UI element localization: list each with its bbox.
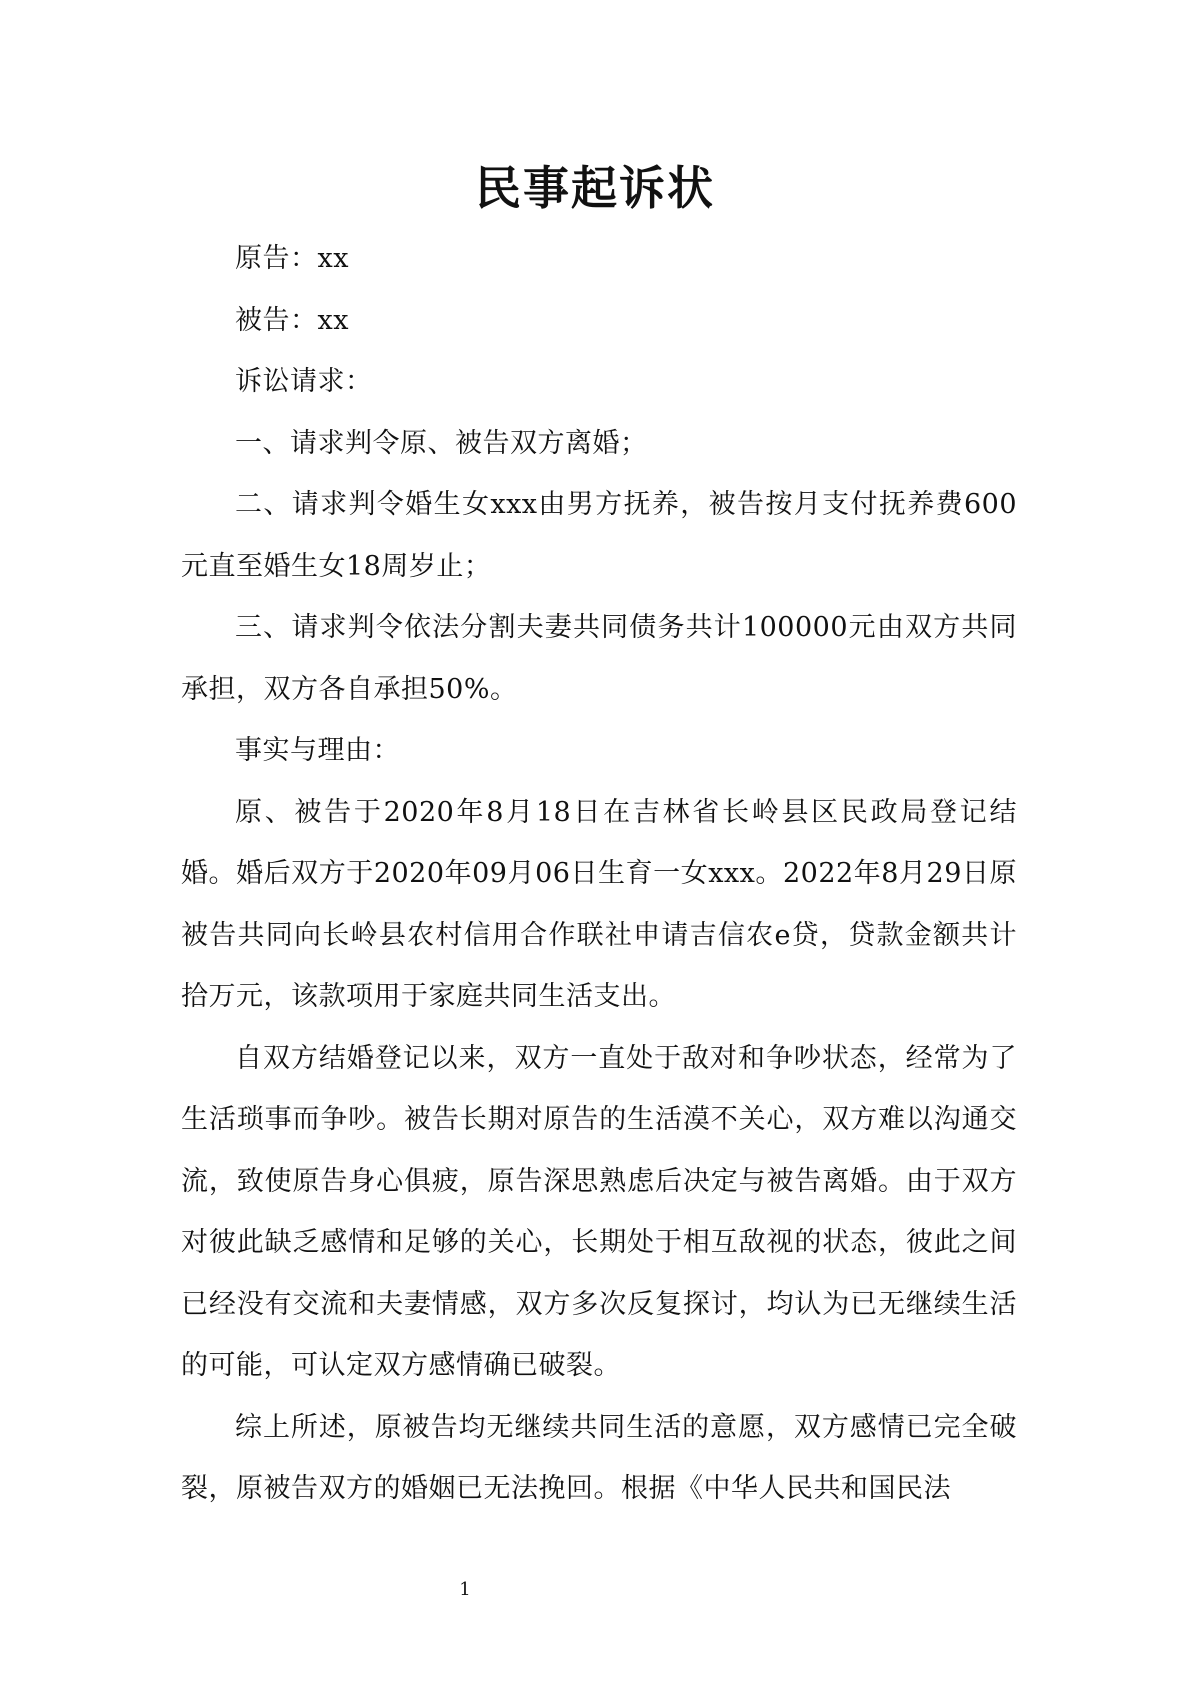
page-number: 1	[459, 1579, 471, 1600]
plaintiff-line: 原告：xx	[235, 243, 349, 274]
claims-heading: 诉讼请求：	[235, 366, 373, 397]
claim-item-3: 三、请求判令依法分割夫妻共同债务共计100000元由双方共同承担，双方各自承担50%。	[181, 612, 1017, 705]
claim-item-1: 一、请求判令原、被告双方离婚；	[235, 427, 648, 459]
facts-paragraph-1: 原、被告于2020年8月18日在吉林省长岭县区民政局登记结婚。婚后双方于2020年09月06日生育一女xxx。2022年8月29日原被告共同向长岭县农村信用合作联社申请吉信农e贷，贷款金额共计拾万元，该款项用于家庭共同生活支出。	[181, 796, 1017, 1012]
facts-paragraph-2: 自双方结婚登记以来，双方一直处于敌对和争吵状态，经常为了生活琐事而争吵。被告长期对原告的生活漠不关心，双方难以沟通交流，致使原告身心俱疲，原告深思熟虑后决定与被告离婚。由于双方对彼此缺乏感情和足够的关心，长期处于相互敌视的状态，彼此之间已经没有交流和夫妻情感，双方多次反复探讨，均认为已无继续生活的可能，可认定双方感情确已破裂。	[181, 1042, 1017, 1381]
document-title: 民事起诉状	[475, 161, 715, 215]
conclusion-paragraph: 综上所述，原被告均无继续共同生活的意愿，双方感情已完全破裂，原被告双方的婚姻已无法挽回。根据《中华人民共和国民法	[181, 1411, 1017, 1504]
facts-heading: 事实与理由：	[235, 735, 400, 766]
defendant-line: 被告：xx	[235, 304, 349, 336]
document-body	[181, 228, 1017, 1520]
claim-item-2: 二、请求判令婚生女xxx由男方抚养，被告按月支付抚养费600元直至婚生女18周岁止；	[181, 489, 1017, 582]
